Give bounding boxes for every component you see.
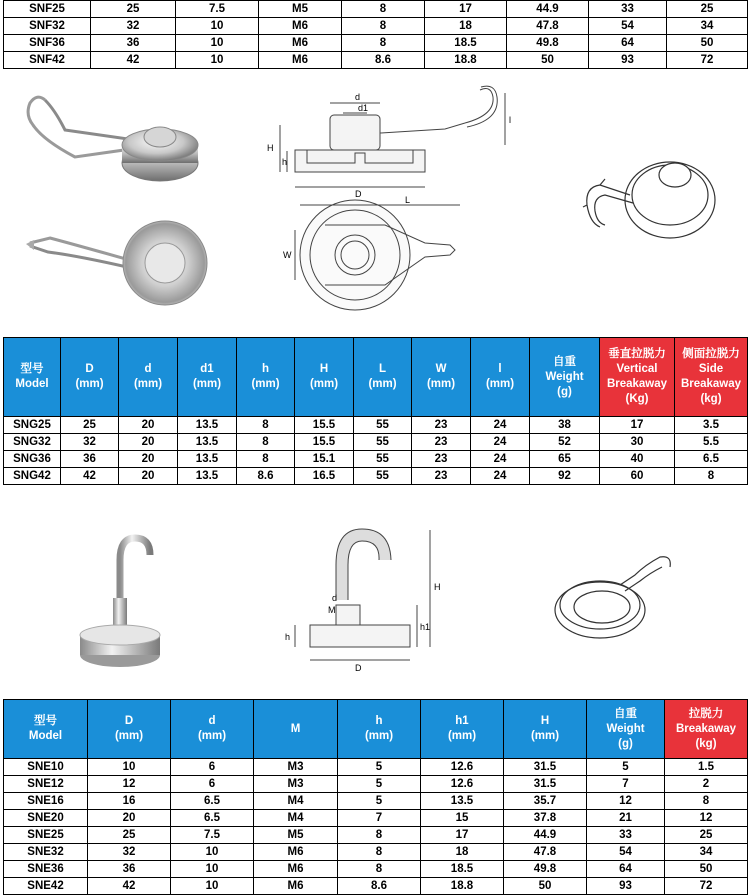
sne-cell: M3 bbox=[254, 759, 338, 776]
sne-cell: 16 bbox=[88, 793, 171, 810]
sng-cell: 23 bbox=[412, 434, 471, 451]
snf-row bbox=[4, 1, 748, 18]
snf-cell: SNF25 bbox=[4, 1, 91, 18]
snf-cell: SNF42 bbox=[4, 52, 91, 69]
sne-header bbox=[504, 700, 587, 759]
sng-cell: 8 bbox=[237, 451, 295, 468]
sne-cell: 12.6 bbox=[421, 759, 504, 776]
sne-table-section bbox=[0, 699, 750, 895]
sng-cell: 16.5 bbox=[295, 468, 354, 485]
sng-header bbox=[412, 338, 471, 417]
sng-header-line: 自重 bbox=[553, 355, 576, 368]
sne-cell: 5 bbox=[338, 793, 421, 810]
sne-cell: 8 bbox=[338, 827, 421, 844]
snf-cell: 49.8 bbox=[507, 35, 589, 52]
sne-label-h1: h1 bbox=[420, 622, 431, 632]
sng-header-line: Breakaway bbox=[680, 378, 742, 390]
sng-cell: 24 bbox=[471, 417, 530, 434]
sne-header-line: 自重 bbox=[614, 707, 637, 720]
sne-row bbox=[4, 810, 748, 827]
sne-cell: 8 bbox=[338, 844, 421, 861]
sne-cell: 34 bbox=[665, 844, 748, 861]
sng-cell: 55 bbox=[354, 417, 412, 434]
sne-cell: 47.8 bbox=[504, 844, 587, 861]
sng-cell: 25 bbox=[61, 417, 119, 434]
snf-cell: 32 bbox=[91, 18, 176, 35]
sng-header-line: 侧面拉脱力 bbox=[682, 348, 740, 360]
sne-header bbox=[88, 700, 171, 759]
sne-cell: 18 bbox=[421, 844, 504, 861]
sng-header-line: (g) bbox=[557, 385, 572, 398]
sne-cell: 17 bbox=[421, 827, 504, 844]
sne-cell: SNE42 bbox=[4, 878, 88, 895]
sng-header bbox=[61, 338, 119, 417]
sne-header-line: (mm) bbox=[197, 730, 227, 742]
sne-cell: SNE25 bbox=[4, 827, 88, 844]
sng-cell: 42 bbox=[61, 468, 119, 485]
snf-cell: 47.8 bbox=[507, 18, 589, 35]
sng-cell: 20 bbox=[119, 417, 178, 434]
snf-cell: 93 bbox=[589, 52, 667, 69]
snf-cell: 10 bbox=[176, 18, 259, 35]
sng-cell: SNG36 bbox=[4, 451, 61, 468]
sng-cell: 8.6 bbox=[237, 468, 295, 485]
snf-cell: M6 bbox=[259, 52, 342, 69]
snf-cell: M6 bbox=[259, 18, 342, 35]
diagram-label-d1: d1 bbox=[358, 103, 369, 113]
sne-cell: 35.7 bbox=[504, 793, 587, 810]
sng-header-line: (mm) bbox=[133, 378, 163, 390]
sng-header-line: Vertical bbox=[616, 363, 658, 375]
sne-cell: 15 bbox=[421, 810, 504, 827]
sne-table bbox=[3, 699, 748, 895]
sng-cell: 24 bbox=[471, 468, 530, 485]
sne-cell: 64 bbox=[587, 861, 665, 878]
sne-header-line: M bbox=[290, 722, 301, 735]
sne-cell: 54 bbox=[587, 844, 665, 861]
sne-cell: 21 bbox=[587, 810, 665, 827]
sng-photo-top bbox=[20, 208, 220, 308]
sng-cell: 32 bbox=[61, 434, 119, 451]
sne-cell: 5 bbox=[338, 776, 421, 793]
sne-header-line: 型号 bbox=[34, 715, 57, 727]
sne-cell: 18.8 bbox=[421, 878, 504, 895]
snf-cell: 33 bbox=[589, 1, 667, 18]
sne-cell: 72 bbox=[665, 878, 748, 895]
sng-header-line: (mm) bbox=[75, 378, 104, 390]
sng-cell: 13.5 bbox=[178, 434, 237, 451]
sne-row bbox=[4, 776, 748, 793]
sng-table-section bbox=[0, 337, 750, 485]
snf-cell: 10 bbox=[176, 52, 259, 69]
sne-row bbox=[4, 861, 748, 878]
sng-header-line: Breakaway bbox=[606, 378, 668, 390]
sng-header-line: Model bbox=[15, 378, 49, 390]
sne-label-h: h bbox=[285, 632, 291, 642]
diagram-label-L: L bbox=[405, 195, 411, 205]
sne-images bbox=[0, 525, 750, 690]
sne-label-H: H bbox=[434, 582, 441, 592]
sng-cell: SNG42 bbox=[4, 468, 61, 485]
sne-header-line: Model bbox=[28, 730, 63, 742]
sne-cell: SNE12 bbox=[4, 776, 88, 793]
sne-header bbox=[665, 700, 748, 759]
snf-row bbox=[4, 52, 748, 69]
sng-cell: 55 bbox=[354, 451, 412, 468]
sne-cell: 31.5 bbox=[504, 759, 587, 776]
sne-cell: 50 bbox=[504, 878, 587, 895]
sng-header-line: d1 bbox=[200, 363, 214, 375]
sne-cell: 6.5 bbox=[171, 793, 254, 810]
snf-cell: 10 bbox=[176, 35, 259, 52]
sng-header-line: 垂直拉脱力 bbox=[608, 348, 666, 360]
sne-cell: 10 bbox=[88, 759, 171, 776]
sng-header bbox=[119, 338, 178, 417]
sne-cell: M6 bbox=[254, 861, 338, 878]
sne-cell: M6 bbox=[254, 878, 338, 895]
sne-header-line: h bbox=[375, 715, 383, 727]
sng-cell: 30 bbox=[600, 434, 675, 451]
sng-cell: 40 bbox=[600, 451, 675, 468]
snf-cell: M6 bbox=[259, 35, 342, 52]
sng-cell: 60 bbox=[600, 468, 675, 485]
sng-header-line: h bbox=[261, 363, 270, 375]
sng-cell: 20 bbox=[119, 434, 178, 451]
sne-cell: 7 bbox=[338, 810, 421, 827]
sne-header-line: H bbox=[540, 715, 550, 727]
sng-cell: 65 bbox=[530, 451, 600, 468]
snf-cell: SNF36 bbox=[4, 35, 91, 52]
sne-header-line: Weight bbox=[606, 722, 645, 735]
sne-header-line: (kg) bbox=[695, 737, 717, 750]
sng-cell: 3.5 bbox=[675, 417, 748, 434]
sne-cell: 42 bbox=[88, 878, 171, 895]
sne-cell: 7 bbox=[587, 776, 665, 793]
sne-cell: SNE36 bbox=[4, 861, 88, 878]
sne-header bbox=[171, 700, 254, 759]
sne-cell: 6 bbox=[171, 759, 254, 776]
sne-header-line: (mm) bbox=[364, 730, 394, 742]
sng-line-drawing bbox=[575, 145, 725, 255]
sng-cell: 15.5 bbox=[295, 417, 354, 434]
snf-cell: 8 bbox=[342, 35, 425, 52]
sne-label-d: d bbox=[332, 593, 338, 603]
sne-cell: 36 bbox=[88, 861, 171, 878]
sne-cell: M5 bbox=[254, 827, 338, 844]
sne-cell: 5 bbox=[587, 759, 665, 776]
sng-header-line: (mm) bbox=[192, 378, 222, 390]
sne-cell: SNE16 bbox=[4, 793, 88, 810]
snf-cell: 8 bbox=[342, 1, 425, 18]
sng-cell: SNG25 bbox=[4, 417, 61, 434]
sne-header-line: D bbox=[124, 715, 134, 727]
snf-table-section bbox=[0, 0, 750, 69]
sne-cell: 12 bbox=[88, 776, 171, 793]
sng-cell: 23 bbox=[412, 417, 471, 434]
sne-cell: 12.6 bbox=[421, 776, 504, 793]
sng-header-line: (mm) bbox=[251, 378, 280, 390]
snf-cell: 7.5 bbox=[176, 1, 259, 18]
sng-cell: 8 bbox=[237, 434, 295, 451]
sne-cell: M4 bbox=[254, 793, 338, 810]
sng-header-line: (mm) bbox=[368, 378, 397, 390]
sne-cell: SNE10 bbox=[4, 759, 88, 776]
sng-cell: 13.5 bbox=[178, 451, 237, 468]
snf-cell: 18.5 bbox=[425, 35, 507, 52]
sne-cell: 12 bbox=[587, 793, 665, 810]
sng-cell: 13.5 bbox=[178, 468, 237, 485]
sng-cell: 20 bbox=[119, 451, 178, 468]
sng-cell: 8 bbox=[237, 417, 295, 434]
snf-cell: M5 bbox=[259, 1, 342, 18]
snf-row bbox=[4, 35, 748, 52]
sne-cell: M3 bbox=[254, 776, 338, 793]
sng-header bbox=[237, 338, 295, 417]
sne-cell: 37.8 bbox=[504, 810, 587, 827]
sne-cell: 18.5 bbox=[421, 861, 504, 878]
sne-header-line: (mm) bbox=[114, 730, 144, 742]
sne-header bbox=[421, 700, 504, 759]
snf-cell: 34 bbox=[667, 18, 748, 35]
sng-header-line: (mm) bbox=[426, 378, 456, 390]
sne-cell: 8.6 bbox=[338, 878, 421, 895]
sne-cell: 31.5 bbox=[504, 776, 587, 793]
snf-cell: 50 bbox=[507, 52, 589, 69]
snf-table bbox=[3, 0, 748, 69]
sng-cell: 23 bbox=[412, 468, 471, 485]
sng-header-line: (mm) bbox=[485, 378, 515, 390]
sne-cell: 6 bbox=[171, 776, 254, 793]
sne-cell: 6.5 bbox=[171, 810, 254, 827]
diagram-label-D: D bbox=[355, 189, 362, 199]
sne-header-line: d bbox=[208, 715, 216, 727]
sng-header bbox=[600, 338, 675, 417]
sng-header bbox=[471, 338, 530, 417]
sng-header-line: d bbox=[144, 363, 152, 375]
sng-cell: 36 bbox=[61, 451, 119, 468]
diagram-label-d: d bbox=[355, 92, 361, 102]
diagram-label-H: H bbox=[267, 143, 274, 153]
sne-header-line: (mm) bbox=[530, 730, 560, 742]
sng-header-line: Weight bbox=[545, 370, 584, 383]
sng-cell: 23 bbox=[412, 451, 471, 468]
sng-header-line: 型号 bbox=[20, 363, 44, 375]
sne-cell: 49.8 bbox=[504, 861, 587, 878]
sne-cell: 10 bbox=[171, 844, 254, 861]
sne-cell: 13.5 bbox=[421, 793, 504, 810]
sne-cell: SNE20 bbox=[4, 810, 88, 827]
sne-row bbox=[4, 827, 748, 844]
snf-cell: 18.8 bbox=[425, 52, 507, 69]
diagram-label-h: h bbox=[282, 157, 288, 167]
sne-header-line: 拉脱力 bbox=[688, 707, 724, 720]
sne-cell: 93 bbox=[587, 878, 665, 895]
snf-cell: 64 bbox=[589, 35, 667, 52]
sne-cell: 10 bbox=[171, 878, 254, 895]
sng-cell: 15.1 bbox=[295, 451, 354, 468]
sng-header-line: (kg) bbox=[700, 393, 722, 405]
sng-images bbox=[0, 80, 750, 330]
sne-row bbox=[4, 793, 748, 810]
snf-cell: 8.6 bbox=[342, 52, 425, 69]
snf-cell: 25 bbox=[667, 1, 748, 18]
diagram-label-W: W bbox=[283, 250, 292, 260]
sne-label-M: M bbox=[328, 605, 336, 615]
sng-cell: 20 bbox=[119, 468, 178, 485]
sne-row bbox=[4, 844, 748, 861]
sne-header-line: h1 bbox=[455, 715, 469, 727]
sne-header-line: (g) bbox=[618, 737, 633, 750]
sng-row bbox=[4, 434, 748, 451]
snf-cell: 44.9 bbox=[507, 1, 589, 18]
sne-cell: 7.5 bbox=[171, 827, 254, 844]
sne-label-D: D bbox=[355, 663, 362, 673]
sne-cell: 5 bbox=[338, 759, 421, 776]
sng-header bbox=[178, 338, 237, 417]
sne-header-line: Breakaway bbox=[675, 722, 737, 735]
sne-cell: 20 bbox=[88, 810, 171, 827]
snf-cell: 54 bbox=[589, 18, 667, 35]
sng-cell: 15.5 bbox=[295, 434, 354, 451]
sng-header bbox=[4, 338, 61, 417]
snf-cell: 25 bbox=[91, 1, 176, 18]
snf-cell: 42 bbox=[91, 52, 176, 69]
sne-cell: 8 bbox=[665, 793, 748, 810]
snf-cell: 50 bbox=[667, 35, 748, 52]
sne-header bbox=[4, 700, 88, 759]
sne-header bbox=[254, 700, 338, 759]
sng-cell: 55 bbox=[354, 468, 412, 485]
sne-diagram bbox=[270, 525, 445, 685]
sne-line-drawing bbox=[550, 545, 690, 645]
diagram-label-l: l bbox=[509, 115, 511, 125]
sng-header-line: D bbox=[85, 363, 94, 375]
sng-header bbox=[675, 338, 748, 417]
sng-cell: 24 bbox=[471, 434, 530, 451]
sng-header-line: l bbox=[498, 363, 502, 375]
sng-cell: 24 bbox=[471, 451, 530, 468]
snf-cell: SNF32 bbox=[4, 18, 91, 35]
sng-cell: 55 bbox=[354, 434, 412, 451]
snf-cell: 8 bbox=[342, 18, 425, 35]
sne-cell: 33 bbox=[587, 827, 665, 844]
sne-cell: 25 bbox=[88, 827, 171, 844]
sng-cell: 38 bbox=[530, 417, 600, 434]
sng-cell: 6.5 bbox=[675, 451, 748, 468]
sng-table bbox=[3, 337, 748, 485]
sne-cell: 50 bbox=[665, 861, 748, 878]
sng-cell: SNG32 bbox=[4, 434, 61, 451]
sne-photo bbox=[75, 530, 175, 680]
sng-header-line: (Kg) bbox=[625, 393, 649, 405]
sng-photo-side bbox=[15, 85, 215, 195]
sne-cell: M4 bbox=[254, 810, 338, 827]
snf-cell: 18 bbox=[425, 18, 507, 35]
sne-header bbox=[338, 700, 421, 759]
sne-cell: 10 bbox=[171, 861, 254, 878]
snf-cell: 72 bbox=[667, 52, 748, 69]
sng-header-line: W bbox=[435, 363, 447, 375]
sng-header-line: H bbox=[319, 363, 329, 375]
sne-row bbox=[4, 759, 748, 776]
sne-cell: M6 bbox=[254, 844, 338, 861]
sng-cell: 52 bbox=[530, 434, 600, 451]
sne-header bbox=[587, 700, 665, 759]
snf-cell: 17 bbox=[425, 1, 507, 18]
sng-cell: 13.5 bbox=[178, 417, 237, 434]
sng-diagram bbox=[255, 85, 525, 315]
sng-cell: 8 bbox=[675, 468, 748, 485]
sng-header-line: Side bbox=[698, 363, 724, 375]
sng-header bbox=[354, 338, 412, 417]
sng-header-line: L bbox=[378, 363, 387, 375]
sng-cell: 5.5 bbox=[675, 434, 748, 451]
sng-row bbox=[4, 451, 748, 468]
sne-cell: 12 bbox=[665, 810, 748, 827]
sng-cell: 92 bbox=[530, 468, 600, 485]
sne-row bbox=[4, 878, 748, 895]
sne-cell: 44.9 bbox=[504, 827, 587, 844]
snf-row bbox=[4, 18, 748, 35]
sne-cell: 8 bbox=[338, 861, 421, 878]
sng-header-line: (mm) bbox=[309, 378, 339, 390]
sng-header bbox=[530, 338, 600, 417]
sng-cell: 17 bbox=[600, 417, 675, 434]
sne-cell: SNE32 bbox=[4, 844, 88, 861]
sng-row bbox=[4, 417, 748, 434]
sne-cell: 1.5 bbox=[665, 759, 748, 776]
sne-cell: 25 bbox=[665, 827, 748, 844]
sng-row bbox=[4, 468, 748, 485]
sne-cell: 32 bbox=[88, 844, 171, 861]
snf-cell: 36 bbox=[91, 35, 176, 52]
sng-header bbox=[295, 338, 354, 417]
sne-cell: 2 bbox=[665, 776, 748, 793]
sne-header-line: (mm) bbox=[447, 730, 477, 742]
